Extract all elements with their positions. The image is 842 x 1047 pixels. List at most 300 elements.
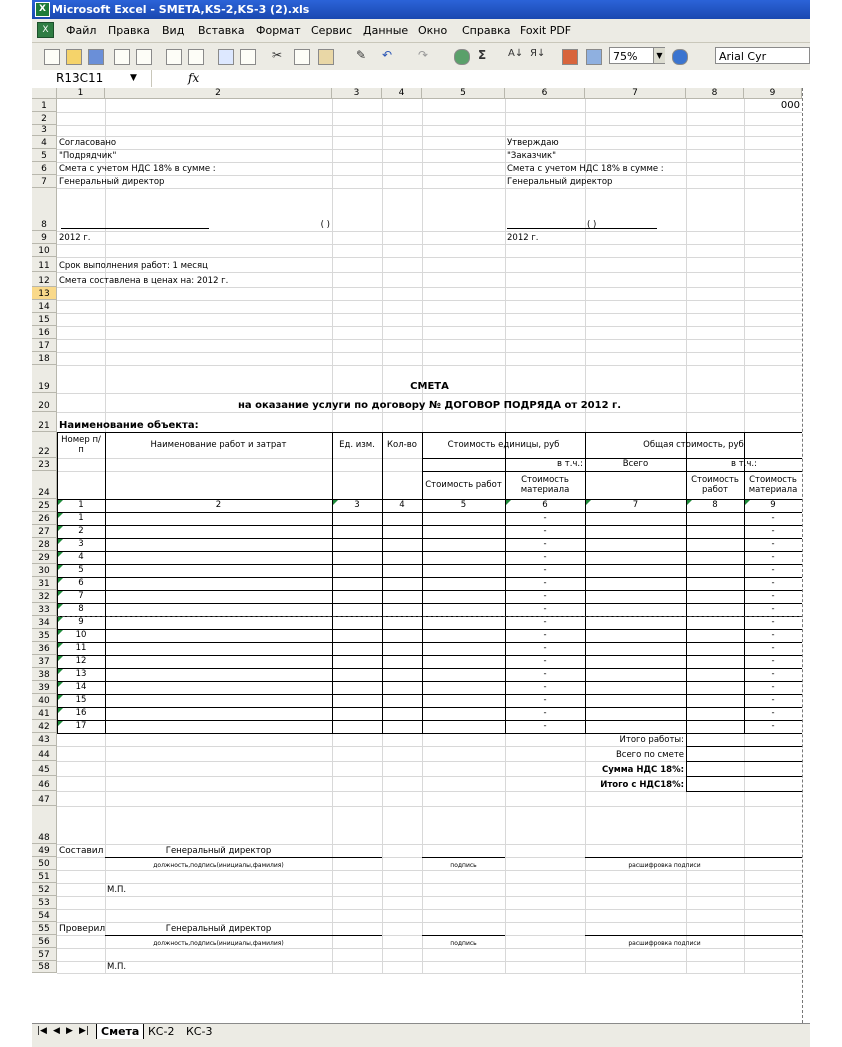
row-header[interactable]: 34 bbox=[32, 616, 57, 629]
customer-label: "Заказчик" bbox=[507, 151, 557, 161]
signature-parens: ( ) bbox=[587, 220, 597, 230]
menu-help[interactable]: Справка bbox=[462, 24, 511, 37]
signature-line bbox=[585, 935, 802, 936]
director-label: Генеральный директор bbox=[165, 846, 272, 856]
row-header[interactable]: 24 bbox=[32, 471, 57, 499]
error-indicator-icon[interactable] bbox=[745, 500, 750, 505]
chevron-down-icon[interactable]: ▼ bbox=[653, 48, 665, 63]
column-header[interactable]: 3 bbox=[332, 88, 382, 99]
error-indicator-icon[interactable] bbox=[58, 708, 63, 713]
error-indicator-icon[interactable] bbox=[58, 682, 63, 687]
material-cost-value: - bbox=[543, 708, 547, 718]
row-header[interactable]: 17 bbox=[32, 339, 57, 352]
row-header[interactable]: 13 bbox=[32, 287, 57, 300]
row-header[interactable]: 55 bbox=[32, 922, 57, 935]
table-border bbox=[686, 791, 802, 792]
row-header[interactable]: 1 bbox=[32, 99, 57, 112]
th-column-number: 9 bbox=[770, 500, 776, 510]
error-indicator-icon[interactable] bbox=[58, 578, 63, 583]
sign-caption: подпись bbox=[450, 940, 477, 947]
material-cost-value: - bbox=[771, 708, 775, 718]
column-header[interactable]: 4 bbox=[382, 88, 422, 99]
format-painter-icon[interactable]: ✎ bbox=[356, 48, 367, 62]
error-indicator-icon[interactable] bbox=[58, 617, 63, 622]
row-header[interactable]: 10 bbox=[32, 244, 57, 257]
material-cost-value: - bbox=[771, 565, 775, 575]
copy-icon[interactable] bbox=[294, 49, 310, 65]
th-column-number: 2 bbox=[215, 500, 222, 510]
approve-label: Утверждаю bbox=[507, 138, 559, 148]
row-header[interactable]: 3 bbox=[32, 125, 57, 136]
th-column-number: 6 bbox=[542, 500, 548, 510]
gridline bbox=[57, 112, 802, 113]
row-header[interactable]: 44 bbox=[32, 746, 57, 761]
row-header[interactable]: 12 bbox=[32, 272, 57, 287]
row-header[interactable]: 5 bbox=[32, 149, 57, 162]
open-icon[interactable] bbox=[66, 49, 82, 65]
row-header[interactable]: 52 bbox=[32, 883, 57, 896]
table-border bbox=[422, 458, 802, 459]
row-header[interactable]: 31 bbox=[32, 577, 57, 590]
material-cost-value: - bbox=[771, 604, 775, 614]
row-header[interactable]: 4 bbox=[32, 136, 57, 149]
agreed-label: Согласовано bbox=[59, 138, 117, 148]
standard-toolbar bbox=[32, 43, 810, 71]
material-cost-value: - bbox=[771, 591, 775, 601]
row-header[interactable]: 47 bbox=[32, 791, 57, 806]
row-header[interactable]: 43 bbox=[32, 733, 57, 746]
gridline bbox=[57, 326, 802, 327]
material-cost-value: - bbox=[771, 513, 775, 523]
table-border bbox=[686, 776, 802, 777]
gridline bbox=[57, 287, 802, 288]
item-number: 12 bbox=[75, 656, 87, 666]
th-number: Номер п/п bbox=[61, 434, 101, 455]
error-indicator-icon[interactable] bbox=[58, 630, 63, 635]
item-number: 13 bbox=[75, 669, 87, 679]
error-indicator-icon[interactable] bbox=[58, 695, 63, 700]
table-border bbox=[57, 551, 802, 552]
row-header[interactable]: 36 bbox=[32, 642, 57, 655]
material-cost-value: - bbox=[771, 630, 775, 640]
row-header[interactable]: 22 bbox=[32, 432, 57, 458]
table-border bbox=[57, 538, 802, 539]
menu-insert[interactable]: Вставка bbox=[198, 24, 245, 37]
term-label: Срок выполнения работ: 1 месяц bbox=[59, 261, 208, 271]
material-cost-value: - bbox=[543, 617, 547, 627]
table-border bbox=[57, 603, 802, 604]
row-header[interactable]: 28 bbox=[32, 538, 57, 551]
workbook-icon[interactable]: X bbox=[37, 22, 54, 38]
decode-caption: расшифровка подписи bbox=[628, 862, 701, 869]
row-header[interactable]: 18 bbox=[32, 352, 57, 365]
excel-icon: X bbox=[35, 2, 50, 17]
table-border bbox=[57, 525, 802, 526]
last-sheet-icon[interactable]: ▶| bbox=[79, 1026, 89, 1036]
row-header[interactable]: 37 bbox=[32, 655, 57, 668]
table-border bbox=[686, 733, 687, 791]
undo-icon[interactable]: ↶ bbox=[382, 48, 393, 62]
row-header[interactable]: 39 bbox=[32, 681, 57, 694]
formula-bar bbox=[32, 70, 810, 89]
menu-tools[interactable]: Сервис bbox=[311, 24, 353, 37]
material-cost-value: - bbox=[771, 695, 775, 705]
row-header[interactable]: 54 bbox=[32, 909, 57, 922]
th-column-number: 1 bbox=[78, 500, 84, 510]
year-label: 2012 г. bbox=[59, 233, 91, 243]
decode-caption: расшифровка подписи bbox=[628, 940, 701, 947]
table-border bbox=[57, 668, 802, 669]
error-indicator-icon[interactable] bbox=[58, 721, 63, 726]
th-unit-cost: Стоимость единицы, руб bbox=[447, 439, 560, 450]
material-cost-value: - bbox=[543, 552, 547, 562]
th-work-cost: Стоимость работ bbox=[691, 474, 739, 495]
page-break-strip bbox=[802, 88, 811, 1023]
column-header[interactable]: 5 bbox=[422, 88, 505, 99]
material-cost-value: - bbox=[543, 604, 547, 614]
vat-sum-label: Смета с учетом НДС 18% в сумме : bbox=[59, 164, 216, 174]
position-caption: должность,подпись(инициалы,фамилия) bbox=[153, 862, 284, 869]
excel-window bbox=[32, 0, 810, 1047]
column-header[interactable]: 8 bbox=[686, 88, 744, 99]
position-caption: должность,подпись(инициалы,фамилия) bbox=[153, 940, 284, 947]
table-border bbox=[57, 432, 58, 733]
menu-data[interactable]: Данные bbox=[363, 24, 409, 37]
signature-line bbox=[105, 857, 382, 858]
signature-line bbox=[422, 935, 505, 936]
table-border bbox=[57, 564, 802, 565]
paste-icon[interactable] bbox=[318, 49, 334, 65]
gridline bbox=[57, 125, 802, 126]
table-border bbox=[57, 512, 802, 513]
doc-subtitle: на оказание услуги по договору № ДОГОВОР ПОДРЯДА от 2012 г. bbox=[237, 400, 622, 411]
row-header[interactable]: 49 bbox=[32, 844, 57, 857]
table-border bbox=[382, 432, 383, 733]
th-work-cost: Стоимость работ bbox=[425, 479, 502, 490]
row-header[interactable]: 56 bbox=[32, 935, 57, 948]
th-total-cost: Общая стоимость, руб bbox=[643, 439, 744, 450]
column-header[interactable]: 2 bbox=[105, 88, 332, 99]
row-header[interactable]: 35 bbox=[32, 629, 57, 642]
error-indicator-icon[interactable] bbox=[58, 604, 63, 609]
gridline bbox=[57, 300, 802, 301]
worksheet-grid[interactable] bbox=[32, 88, 802, 1023]
menu-window[interactable]: Окно bbox=[418, 24, 448, 37]
th-column-number: 8 bbox=[712, 500, 718, 510]
table-border bbox=[57, 432, 802, 433]
table-border bbox=[585, 432, 586, 733]
item-number: 10 bbox=[75, 630, 87, 640]
th-column-number: 3 bbox=[354, 500, 360, 510]
th-qty: Кол-во bbox=[387, 439, 417, 450]
row-header[interactable]: 7 bbox=[32, 175, 57, 188]
table-border bbox=[332, 432, 333, 733]
table-border bbox=[57, 720, 802, 721]
autosum-icon[interactable]: Σ bbox=[478, 48, 487, 62]
item-number: 2 bbox=[78, 526, 84, 536]
total-label: Всего по смете bbox=[615, 750, 684, 760]
total-works-label: Итого работы: bbox=[619, 735, 684, 745]
material-cost-value: - bbox=[771, 617, 775, 627]
error-indicator-icon[interactable] bbox=[58, 500, 63, 505]
table-border bbox=[105, 432, 106, 733]
help-icon[interactable] bbox=[672, 49, 688, 65]
row-header[interactable]: 14 bbox=[32, 300, 57, 313]
error-indicator-icon[interactable] bbox=[58, 591, 63, 596]
column-header[interactable]: 6 bbox=[505, 88, 585, 99]
material-cost-value: - bbox=[771, 669, 775, 679]
row-header[interactable]: 6 bbox=[32, 162, 57, 175]
menu-file[interactable]: Файл bbox=[66, 24, 97, 37]
th-column-number: 5 bbox=[460, 500, 467, 510]
item-number: 6 bbox=[78, 578, 84, 588]
row-header[interactable]: 57 bbox=[32, 948, 57, 961]
column-header[interactable]: 1 bbox=[57, 88, 105, 99]
year-label: 2012 г. bbox=[507, 233, 539, 243]
row-header[interactable]: 46 bbox=[32, 776, 57, 791]
redo-icon[interactable]: ↷ bbox=[418, 48, 429, 62]
material-cost-value: - bbox=[771, 578, 775, 588]
column-header[interactable]: 9 bbox=[744, 88, 802, 99]
error-indicator-icon[interactable] bbox=[58, 669, 63, 674]
material-cost-value: - bbox=[771, 552, 775, 562]
row-header[interactable]: 16 bbox=[32, 326, 57, 339]
menu-bar bbox=[32, 19, 810, 43]
error-indicator-icon[interactable] bbox=[58, 643, 63, 648]
tab-ks2[interactable]: КС-2 bbox=[148, 1025, 175, 1038]
table-border bbox=[686, 432, 687, 733]
item-number: 4 bbox=[78, 552, 84, 562]
th-including: в т.ч.: bbox=[557, 459, 583, 469]
error-indicator-icon[interactable] bbox=[58, 526, 63, 531]
drawing-icon[interactable] bbox=[586, 49, 602, 65]
table-border bbox=[686, 761, 802, 762]
row-header[interactable]: 8 bbox=[32, 188, 57, 231]
table-border bbox=[57, 707, 802, 708]
table-border bbox=[422, 471, 802, 472]
row-header[interactable]: 19 bbox=[32, 365, 57, 393]
th-material-cost: Стоимость материала bbox=[748, 474, 798, 495]
tab-ks3[interactable]: КС-3 bbox=[186, 1025, 213, 1038]
gridline bbox=[57, 339, 802, 340]
gridline bbox=[57, 948, 802, 949]
table-border bbox=[57, 577, 802, 578]
sort-descending-icon[interactable]: Я↓ bbox=[530, 48, 546, 59]
stamp-label: М.П. bbox=[107, 885, 127, 895]
material-cost-value: - bbox=[771, 643, 775, 653]
chart-wizard-icon[interactable] bbox=[562, 49, 578, 65]
gridline bbox=[57, 806, 802, 807]
email-icon[interactable] bbox=[136, 49, 152, 65]
material-cost-value: - bbox=[543, 695, 547, 705]
error-indicator-icon[interactable] bbox=[58, 656, 63, 661]
print-icon[interactable] bbox=[166, 49, 182, 65]
director-label: Генеральный директор bbox=[165, 924, 272, 934]
material-cost-value: - bbox=[771, 656, 775, 666]
cell-code: 000 bbox=[780, 100, 800, 111]
item-number: 9 bbox=[78, 617, 84, 627]
director-label: Генеральный директор bbox=[507, 177, 613, 187]
error-indicator-icon[interactable] bbox=[58, 539, 63, 544]
material-cost-value: - bbox=[543, 669, 547, 679]
director-label: Генеральный директор bbox=[59, 177, 165, 187]
material-cost-value: - bbox=[543, 643, 547, 653]
menu-foxit-pdf[interactable]: Foxit PDF bbox=[520, 24, 572, 37]
save-icon[interactable] bbox=[88, 49, 104, 65]
signature-line bbox=[61, 228, 209, 229]
menu-edit[interactable]: Правка bbox=[108, 24, 150, 37]
cut-icon[interactable]: ✂ bbox=[272, 48, 283, 62]
item-number: 11 bbox=[75, 643, 87, 653]
error-indicator-icon[interactable] bbox=[333, 500, 338, 505]
row-header[interactable]: 38 bbox=[32, 668, 57, 681]
material-cost-value: - bbox=[543, 565, 547, 575]
column-header[interactable]: 7 bbox=[585, 88, 686, 99]
table-border bbox=[686, 746, 802, 747]
row-header[interactable]: 11 bbox=[32, 257, 57, 272]
row-header[interactable]: 41 bbox=[32, 707, 57, 720]
th-total: Всего bbox=[622, 459, 649, 469]
permission-icon[interactable] bbox=[114, 49, 130, 65]
prev-sheet-icon[interactable]: ◀ bbox=[53, 1026, 60, 1036]
row-header[interactable]: 2 bbox=[32, 112, 57, 125]
font-name-select[interactable]: Arial Cyr bbox=[715, 47, 810, 64]
error-indicator-icon[interactable] bbox=[506, 500, 511, 505]
gridline bbox=[57, 909, 802, 910]
gridline bbox=[57, 870, 802, 871]
row-header[interactable]: 42 bbox=[32, 720, 57, 733]
gridline bbox=[57, 244, 802, 245]
material-cost-value: - bbox=[543, 591, 547, 601]
material-cost-value: - bbox=[543, 513, 547, 523]
object-label: Наименование объекта: bbox=[59, 420, 199, 431]
th-material-cost: Стоимость материала bbox=[520, 474, 570, 495]
next-sheet-icon[interactable]: ▶ bbox=[66, 1026, 73, 1036]
checked-label: Проверил bbox=[59, 924, 106, 934]
doc-title: СМЕТА bbox=[410, 381, 449, 392]
material-cost-value: - bbox=[543, 578, 547, 588]
row-header[interactable]: 20 bbox=[32, 393, 57, 412]
item-number: 5 bbox=[78, 565, 84, 575]
th-unit: Ед. изм. bbox=[339, 439, 375, 450]
row-header[interactable]: 33 bbox=[32, 603, 57, 616]
tab-smeta[interactable]: Смета bbox=[96, 1024, 144, 1040]
row-header[interactable]: 27 bbox=[32, 525, 57, 538]
row-header[interactable]: 48 bbox=[32, 806, 57, 844]
row-header[interactable]: 40 bbox=[32, 694, 57, 707]
title-bar bbox=[32, 0, 810, 19]
error-indicator-icon[interactable] bbox=[58, 565, 63, 570]
material-cost-value: - bbox=[771, 682, 775, 692]
row-header[interactable]: 45 bbox=[32, 761, 57, 776]
material-cost-value: - bbox=[771, 526, 775, 536]
signature-line bbox=[585, 857, 802, 858]
composed-label: Составил bbox=[59, 846, 104, 856]
error-indicator-icon[interactable] bbox=[58, 552, 63, 557]
item-number: 15 bbox=[75, 695, 87, 705]
item-number: 7 bbox=[78, 591, 84, 601]
insert-function-icon[interactable]: fx bbox=[188, 71, 200, 85]
first-sheet-icon[interactable]: |◀ bbox=[37, 1026, 47, 1036]
material-cost-value: - bbox=[543, 682, 547, 692]
stamp-label: М.П. bbox=[107, 962, 127, 972]
row-header[interactable]: 58 bbox=[32, 961, 57, 973]
signature-line bbox=[105, 935, 382, 936]
table-border bbox=[686, 733, 802, 734]
th-column-number: 7 bbox=[632, 500, 639, 510]
page-break-line bbox=[57, 616, 802, 617]
gridline bbox=[57, 313, 802, 314]
row-header[interactable]: 15 bbox=[32, 313, 57, 326]
error-indicator-icon[interactable] bbox=[58, 513, 63, 518]
row-header[interactable]: 53 bbox=[32, 896, 57, 909]
sheet-tab-bar bbox=[32, 1023, 810, 1040]
material-cost-value: - bbox=[543, 656, 547, 666]
table-border bbox=[57, 499, 802, 500]
name-box-value: R13C11 bbox=[56, 71, 104, 85]
row-header[interactable]: 51 bbox=[32, 870, 57, 883]
item-number: 17 bbox=[75, 721, 87, 731]
table-border bbox=[57, 629, 802, 630]
hyperlink-icon[interactable] bbox=[454, 49, 470, 65]
item-number: 16 bbox=[75, 708, 87, 718]
signature-line bbox=[422, 857, 505, 858]
item-number: 8 bbox=[78, 604, 84, 614]
material-cost-value: - bbox=[771, 721, 775, 731]
gridline bbox=[57, 352, 802, 353]
signature-line bbox=[507, 228, 657, 229]
spelling-icon[interactable] bbox=[218, 49, 234, 65]
gridline bbox=[57, 973, 802, 974]
row-header[interactable]: 21 bbox=[32, 412, 57, 432]
table-border bbox=[505, 432, 506, 733]
item-number: 14 bbox=[75, 682, 87, 692]
table-border bbox=[422, 432, 423, 733]
contractor-label: "Подрядчик" bbox=[59, 151, 117, 161]
error-indicator-icon[interactable] bbox=[586, 500, 591, 505]
error-indicator-icon[interactable] bbox=[687, 500, 692, 505]
print-preview-icon[interactable] bbox=[188, 49, 204, 65]
row-header[interactable]: 9 bbox=[32, 231, 57, 244]
row-header[interactable]: 29 bbox=[32, 551, 57, 564]
research-icon[interactable] bbox=[240, 49, 256, 65]
th-including: в т.ч.: bbox=[731, 459, 757, 469]
status-area bbox=[32, 1039, 810, 1047]
sort-ascending-icon[interactable]: A↓ bbox=[508, 48, 524, 59]
menu-view[interactable]: Вид bbox=[162, 24, 185, 37]
row-header[interactable]: 23 bbox=[32, 458, 57, 471]
row-header[interactable]: 32 bbox=[32, 590, 57, 603]
zoom-select[interactable]: 75% bbox=[609, 47, 665, 64]
row-header[interactable]: 26 bbox=[32, 512, 57, 525]
new-icon[interactable] bbox=[44, 49, 60, 65]
window-title: Microsoft Excel - SMETA,KS-2,KS-3 (2).xls bbox=[52, 3, 310, 16]
table-border bbox=[57, 642, 802, 643]
row-header[interactable]: 50 bbox=[32, 857, 57, 870]
chevron-down-icon[interactable]: ▼ bbox=[130, 73, 137, 83]
row-header[interactable]: 30 bbox=[32, 564, 57, 577]
row-header[interactable]: 25 bbox=[32, 499, 57, 512]
select-all-corner[interactable] bbox=[32, 88, 57, 99]
material-cost-value: - bbox=[543, 539, 547, 549]
vat-label: Сумма НДС 18%: bbox=[602, 765, 684, 775]
menu-format[interactable]: Формат bbox=[256, 24, 301, 37]
item-number: 1 bbox=[78, 513, 84, 523]
sign-caption: подпись bbox=[450, 862, 477, 869]
table-border bbox=[57, 590, 802, 591]
vat-sum-label: Смета с учетом НДС 18% в сумме : bbox=[507, 164, 664, 174]
th-name: Наименование работ и затрат bbox=[150, 439, 287, 450]
